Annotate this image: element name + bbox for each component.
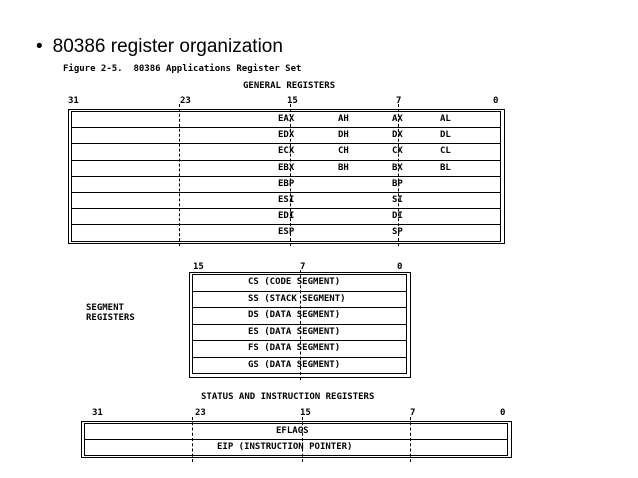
segment-bit-0: 0 xyxy=(397,262,403,272)
register-8bit-low-name: BL xyxy=(440,162,451,173)
bit-boundary-mark xyxy=(179,104,180,246)
slide-title-text: 80386 register organization xyxy=(52,36,283,57)
register-16bit-name: DX xyxy=(392,130,403,141)
bit-boundary-mark xyxy=(302,417,303,462)
register-16bit-name: SI xyxy=(392,195,403,205)
bit-boundary-mark xyxy=(410,417,411,462)
register-32bit-name: ECX xyxy=(278,146,295,157)
register-16bit-name: SP xyxy=(392,227,403,238)
segment-register-name: SS (STACK SEGMENT) xyxy=(248,293,346,304)
register-8bit-low-name: DL xyxy=(440,130,451,141)
register-16bit-name: DI xyxy=(392,211,403,222)
register-32bit-name: ESI xyxy=(278,195,295,205)
bit-boundary-mark xyxy=(192,417,193,462)
general-registers-heading: GENERAL REGISTERS xyxy=(243,81,336,91)
status-register-name: EIP (INSTRUCTION POINTER) xyxy=(217,442,353,452)
register-8bit-high-name: AH xyxy=(338,114,349,124)
segment-bit-15: 15 xyxy=(193,262,204,272)
status-register-name: EFLAGS xyxy=(276,426,309,436)
general-bit-0: 0 xyxy=(493,96,499,106)
register-16bit-name: AX xyxy=(392,114,403,124)
segment-register-name: FS (DATA SEGMENT) xyxy=(248,343,341,353)
bit-boundary-mark xyxy=(290,104,291,246)
register-16bit-name: CX xyxy=(392,146,403,157)
general-bit-23: 23 xyxy=(180,96,191,106)
segment-register-name: CS (CODE SEGMENT) xyxy=(248,277,341,287)
status-registers-heading: STATUS AND INSTRUCTION REGISTERS xyxy=(201,392,375,402)
status-bit-0: 0 xyxy=(500,408,506,418)
segment-label-line1: SEGMENT xyxy=(86,303,124,313)
register-8bit-high-name: BH xyxy=(338,162,349,173)
general-bit-7: 7 xyxy=(396,96,402,106)
segment-bit-7: 7 xyxy=(300,262,306,272)
register-32bit-name: EBX xyxy=(278,162,295,173)
register-32bit-name: EAX xyxy=(278,114,295,124)
status-bit-15: 15 xyxy=(300,408,311,418)
register-32bit-name: EDX xyxy=(278,130,295,141)
segment-register-name: DS (DATA SEGMENT) xyxy=(248,310,341,320)
register-8bit-low-name: CL xyxy=(440,146,451,157)
bullet-icon: • xyxy=(36,36,43,57)
segment-register-name: GS (DATA SEGMENT) xyxy=(248,359,341,370)
segment-label-line2: REGISTERS xyxy=(86,313,135,323)
register-8bit-high-name: DH xyxy=(338,130,349,141)
register-8bit-low-name: AL xyxy=(440,114,451,124)
bit-boundary-mark xyxy=(398,104,399,246)
figure-caption: Figure 2-5. 80386 Applications Register Set xyxy=(63,64,302,74)
register-32bit-name: ESP xyxy=(278,227,295,238)
register-16bit-name: BP xyxy=(392,178,403,189)
register-8bit-high-name: CH xyxy=(338,146,349,157)
register-16bit-name: BX xyxy=(392,162,403,173)
general-bit-31: 31 xyxy=(68,96,79,106)
segment-register-name: ES (DATA SEGMENT) xyxy=(248,326,341,337)
slide-title xyxy=(36,36,283,58)
bit-boundary-mark xyxy=(300,270,301,380)
status-bit-31: 31 xyxy=(92,408,103,418)
register-32bit-name: EBP xyxy=(278,178,295,189)
status-bit-7: 7 xyxy=(410,408,416,418)
general-bit-15: 15 xyxy=(287,96,298,106)
status-bit-23: 23 xyxy=(195,408,206,418)
register-32bit-name: EDI xyxy=(278,211,295,222)
